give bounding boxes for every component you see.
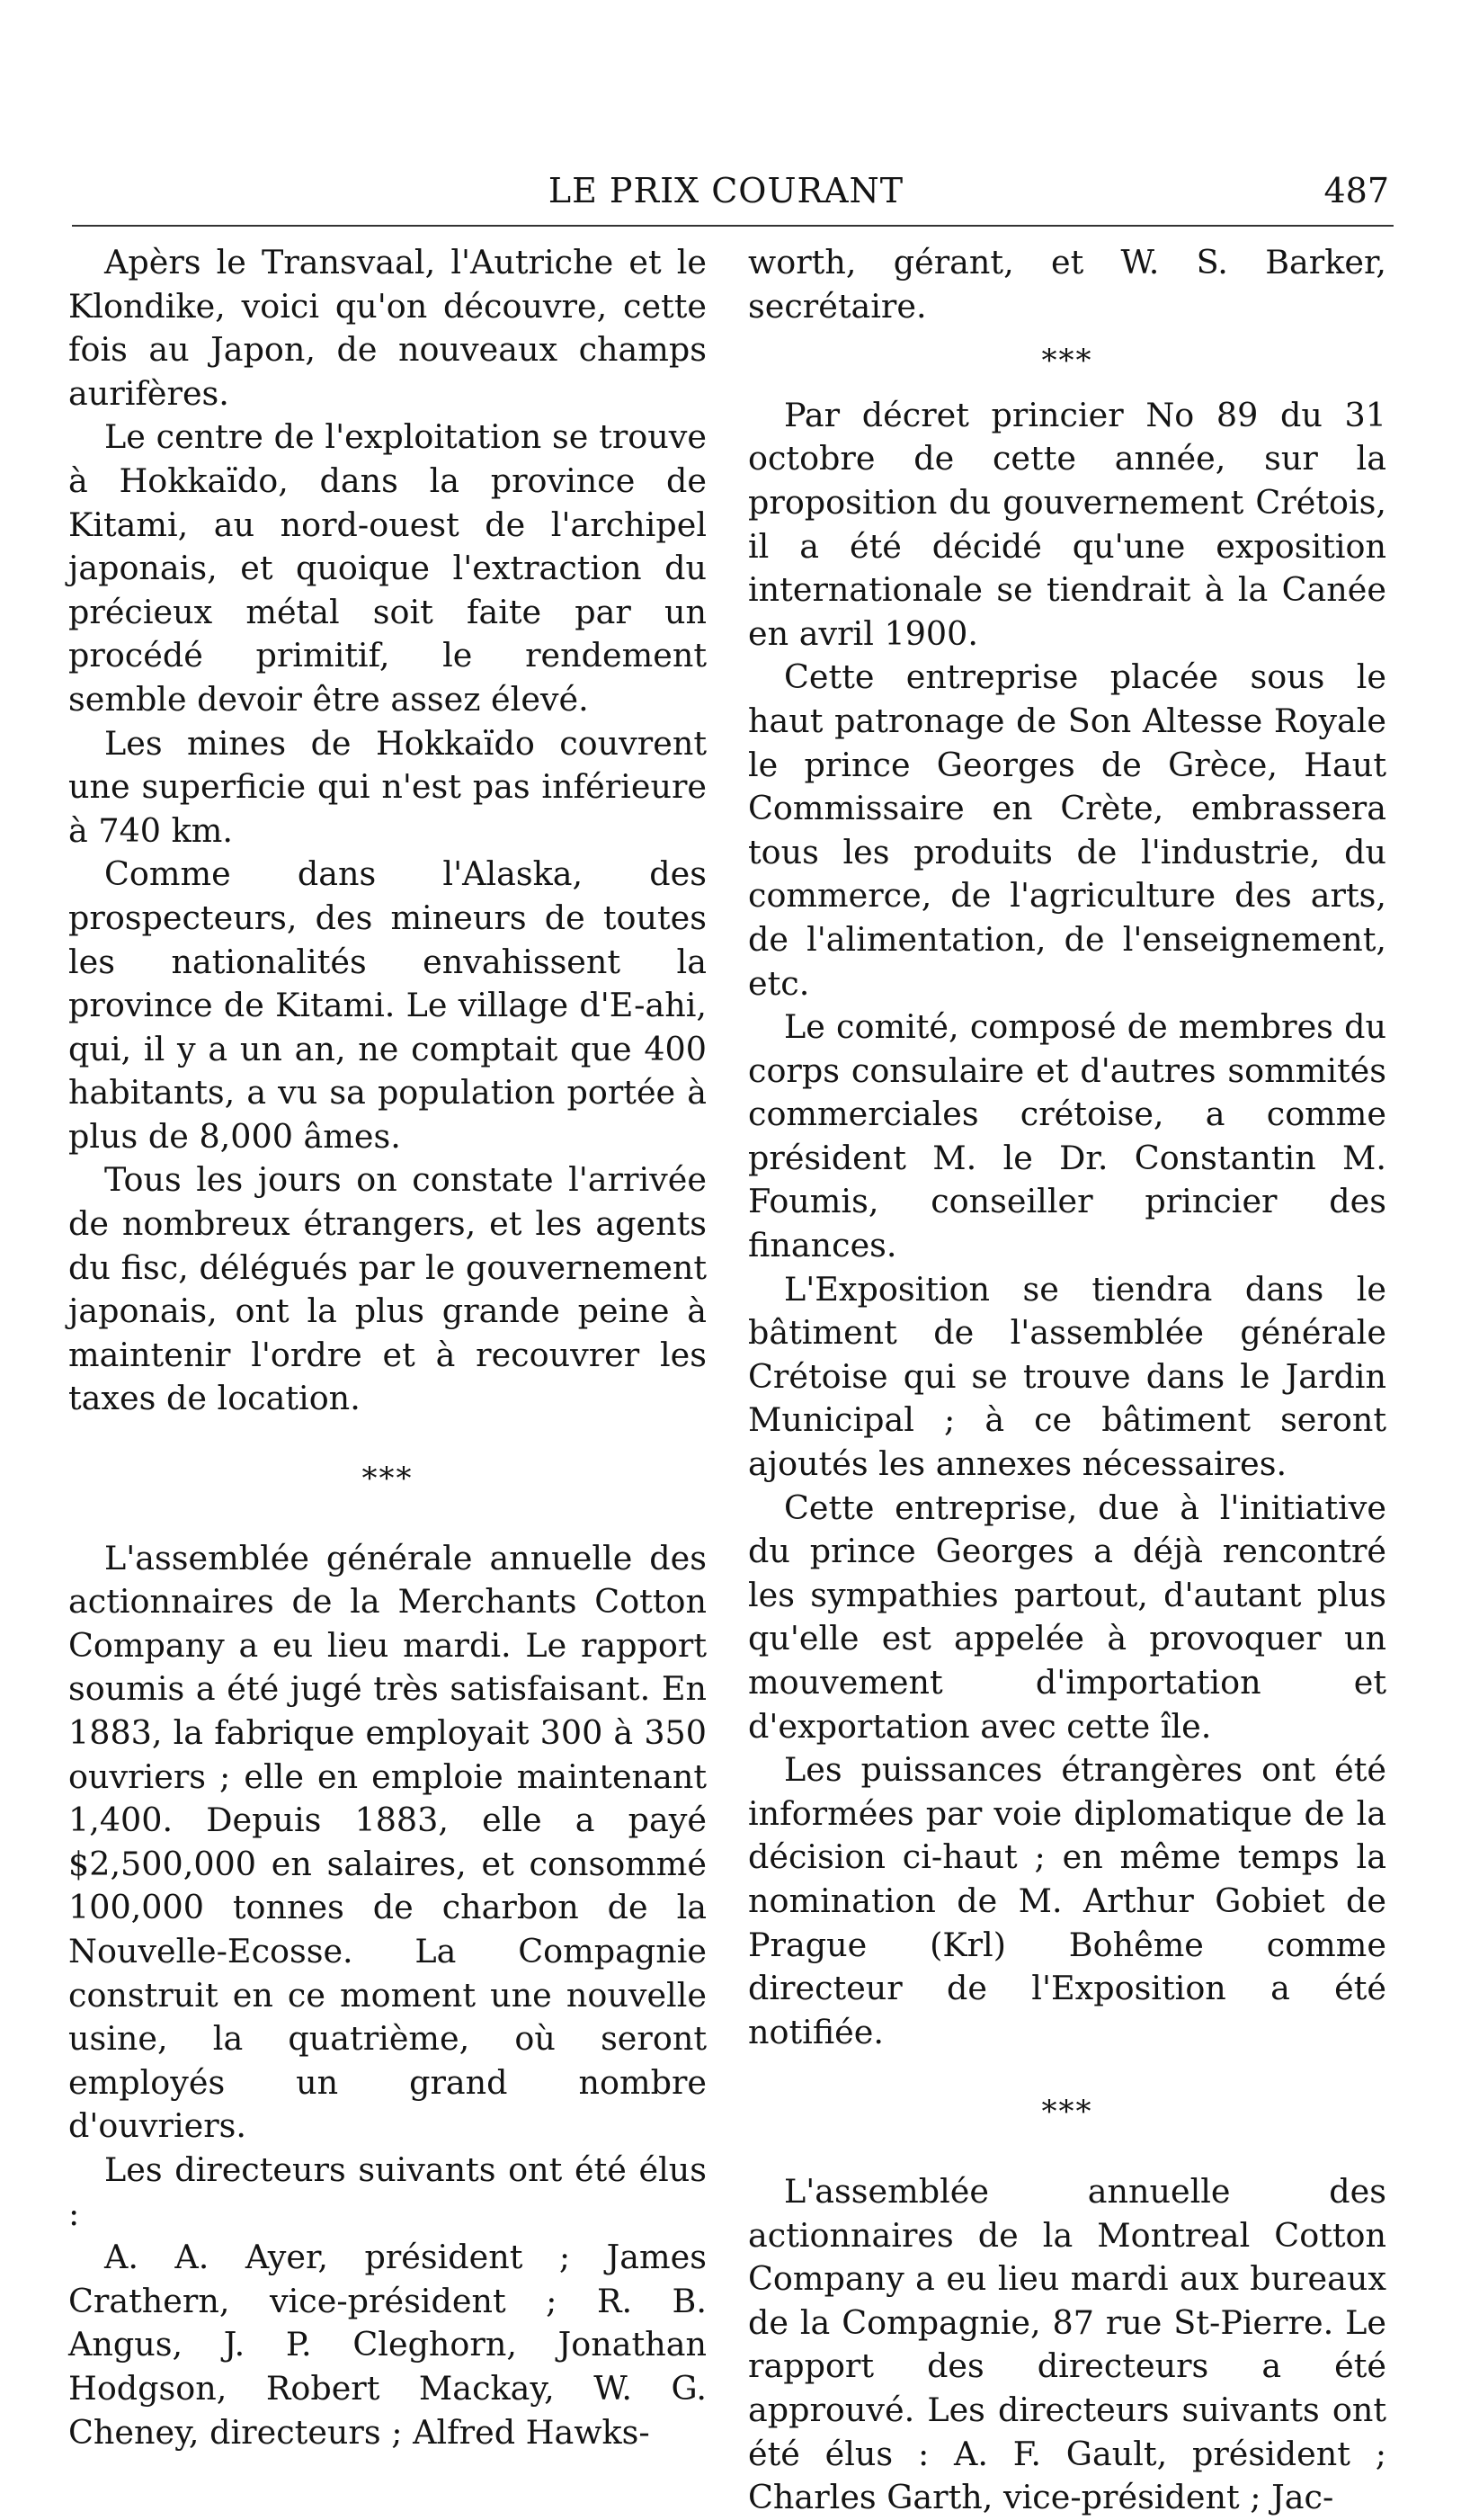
article-paragraph: Tous les jours on constate l'arrivée de nombreux étrangers, et les agents du fisc, délégués par le gouvernement japonais, ont la plus grande peine à maintenir l'ordre et à recouvrer les taxes de location. xyxy=(68,1160,707,1418)
spacer xyxy=(748,2134,1386,2170)
section-separator: *** xyxy=(361,1461,414,1497)
article-paragraph: L'assemblée générale annuelle des actionnaires de la Merchants Cotton Company a eu lieu mardi. Le rapport soumis a été jugé très satisfaisant. En 1883, la fabrique employait 300 à 350 ouvriers ; elle en emploie maintenant 1,400. Depuis 1883, elle a payé $2,500,000 en salaires, et consommé 100,000 tonnes de charbon de la Nouvelle-Ecosse. La Compagnie construit en ce moment une nouvelle usine, la quatrième, où seront employés un grand nombre d'ouvriers. xyxy=(68,1538,707,2146)
left-column xyxy=(68,241,707,2454)
right-column xyxy=(748,241,1386,2520)
article-paragraph: Les directeurs suivants ont été élus : xyxy=(68,2149,707,2233)
article-paragraph: Cette entreprise, due à l'initiative du prince Georges a déjà rencontré les sympathies partout, d'autant plus qu'elle est appelée à provoquer un mouvement d'importation et d'exportation avec cette île. xyxy=(748,1488,1386,1746)
article-paragraph: Le comité, composé de membres du corps consulaire et d'autres sommités commerciales crétoise, a comme président M. le Dr. Constantin M. Foumis, conseiller princier des finances. xyxy=(748,1007,1386,1265)
article-paragraph: L'Exposition se tiendra dans le bâtiment de l'assemblée générale Crétoise qui se trouve dans le Jardin Municipal ; à ce bâtiment seront ajoutés les annexes nécessaires. xyxy=(748,1269,1386,1484)
running-header xyxy=(63,171,1389,214)
article-paragraph: Comme dans l'Alaska, des prospecteurs, des mineurs de toutes les nationalités envahissent la province de Kitami. Le village d'E-ahi, qui, il y a un an, ne comptait que 400 habitants, a vu sa population portée à plus de 8,000 âmes. xyxy=(68,854,707,1156)
spacer xyxy=(748,383,1386,394)
publication-title: LE PRIX COURANT xyxy=(548,171,904,210)
section-separator: *** xyxy=(1041,343,1093,380)
spacer xyxy=(748,328,1386,339)
article-paragraph: A. A. Ayer, président ; James Crathern, vice-président ; R. B. Angus, J. P. Cleghorn, Jonathan Hodgson, Robert Mackay, W. G. Cheney, directeurs ; Alfred Hawks- xyxy=(68,2238,707,2452)
spacer xyxy=(748,2054,1386,2090)
article-paragraph: Par décret princier No 89 du 31 octobre de cette année, sur la proposition du gouvernement Crétois, il a été décidé qu'une exposition internationale se tiendrait à la Canée en avril 1900. xyxy=(748,395,1386,653)
article-continuation: worth, gérant, et W. S. Barker, secrétaire. xyxy=(748,243,1386,326)
page-number: 487 xyxy=(1323,171,1389,210)
article-paragraph: Apèrs le Transvaal, l'Autriche et le Klondike, voici qu'on découvre, cette fois au Japon, de nouveaux champs aurifères. xyxy=(68,243,707,413)
article-paragraph: Les puissances étrangères ont été informées par voie diplomatique de la décision ci-haut ; en même temps la nomination de M. Arthur Gobiet de Prague (Krl) Bohême comme directeur de l'Exposition a été notifiée. xyxy=(748,1750,1386,2051)
article-paragraph: Le centre de l'exploitation se trouve à Hokkaïdo, dans la province de Kitami, au nord-ouest de l'archipel japonais, et quoique l'extraction du précieux métal soit faite par un procédé primitif, le rendement semble devoir être assez élevé. xyxy=(68,417,707,719)
article-paragraph: L'assemblée annuelle des actionnaires de la Montreal Cotton Company a eu lieu mardi aux bureaux de la Compagnie, 87 rue St-Pierre. Le rapport des directeurs a été approuvé. Les directeurs suivants ont été élus : A. F. Gault, président ; Charles Garth, vice-président ; Jac- xyxy=(748,2171,1386,2517)
article-paragraph: Les mines de Hokkaïdo couvrent une superficie qui n'est pas inférieure à 740 km. xyxy=(68,723,707,850)
header-rule xyxy=(72,225,1394,227)
spacer xyxy=(68,1501,707,1537)
article-paragraph: Cette entreprise placée sous le haut patronage de Son Altesse Royale le prince Georges de Grèce, Haut Commissaire en Crète, embrassera tous les produits de l'industrie, du commerce, de l'agriculture des arts, de l'alimentation, de l'enseignement, etc. xyxy=(748,657,1386,1003)
section-separator: *** xyxy=(1041,2094,1093,2131)
spacer xyxy=(68,1421,707,1457)
